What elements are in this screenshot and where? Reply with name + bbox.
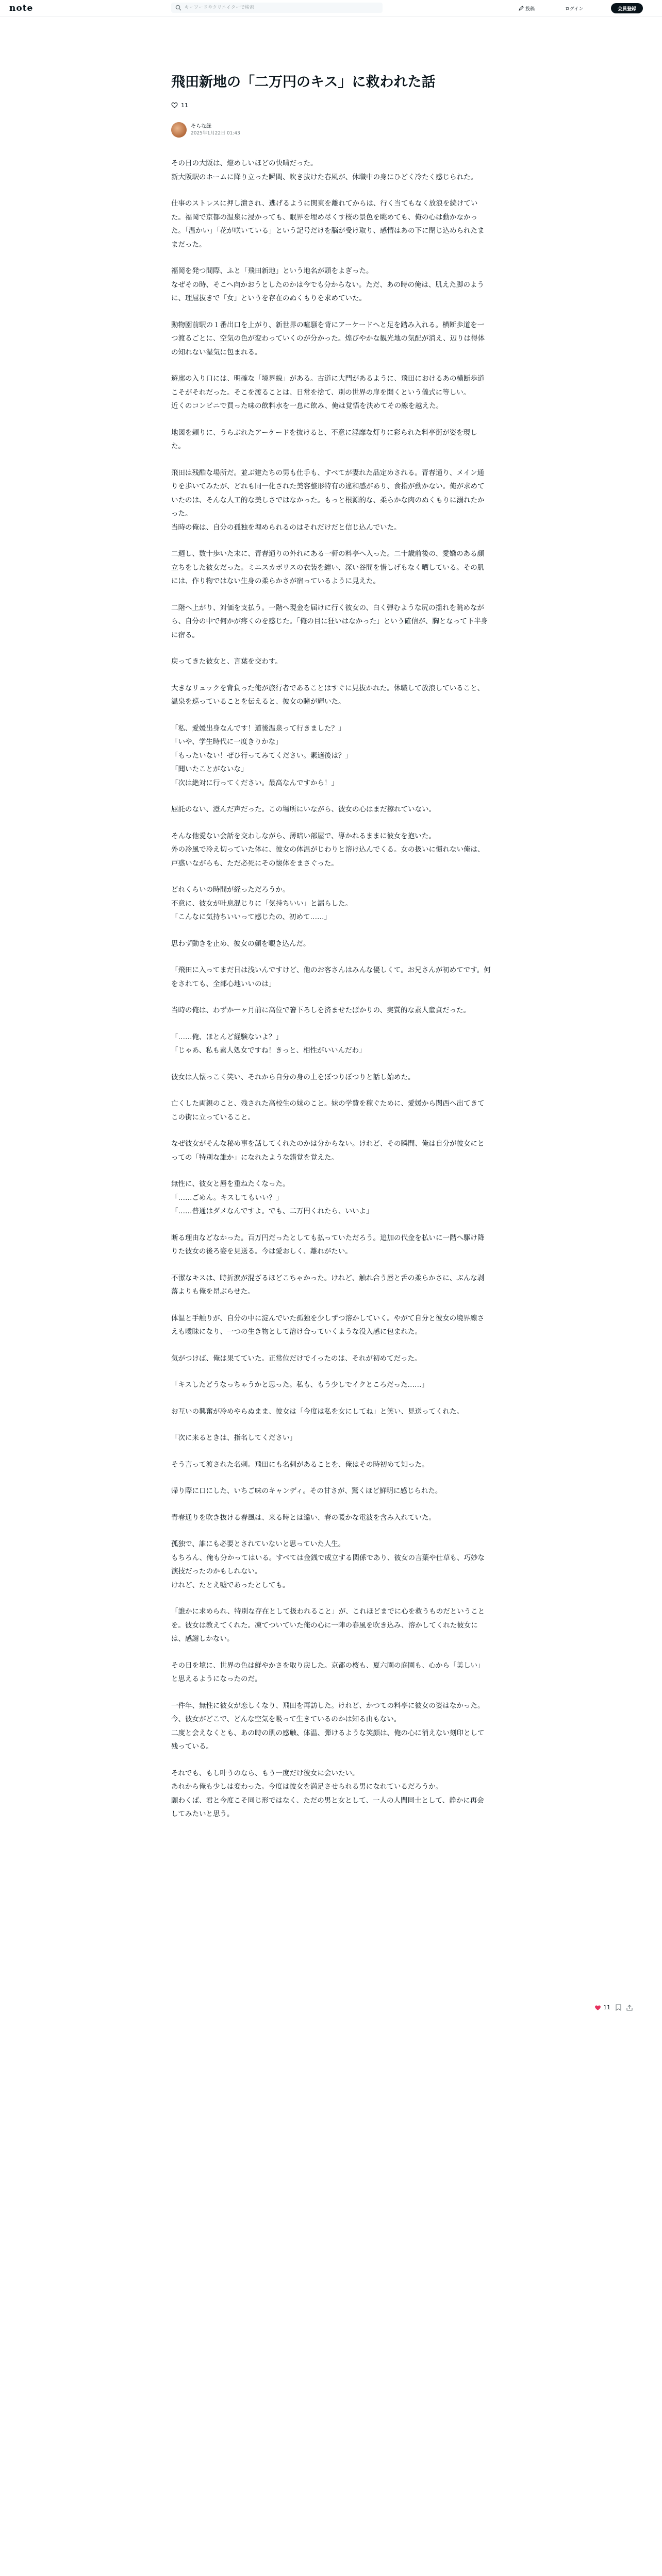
- article-paragraph: そんな他愛ない会話を交わしながら、薄暗い部屋で、導かれるままに彼女を抱いた。 外の冷風で冷え切っていた体に、彼女の体温がじわりと溶け込んでくる。女の扱いに慣れない俺は、戸惑いながらも、ただ必死にその懐体をまさぐった。: [171, 832, 485, 868]
- article-paragraph: それでも、もし叶うのなら、もう一度だけ彼女に会いたい。 あれから俺も少しは変わった。今度は彼女を満足させられる男になれているだろうか。 願わくば、君と今度こそ同じ形ではなく、ただの男と女として、一人の人間同士として、静かに再会してみたいと思う。: [171, 1769, 484, 1818]
- author-info[interactable]: [171, 121, 491, 139]
- article-paragraph: どれくらいの時間が経っただろうか。 不意に、彼女が吐息混じりに「気持ちいい」と漏らした。 「こんなに気持ちいいって感じたの、初めて……」: [171, 886, 352, 921]
- heart-icon: [171, 102, 178, 108]
- article-paragraph: 二階へ上がり、対価を支払う。一階へ現金を届けに行く彼女の、白く弾むような尻の揺れを眺めながら、自分の中で何かが疼くのを感じた。「俺の目に狂いはなかった」という確信が、胸となって下半身に宿る。: [171, 603, 488, 639]
- like-count: 11: [181, 101, 188, 109]
- post-link[interactable]: [519, 3, 535, 13]
- avatar[interactable]: [171, 122, 187, 138]
- article-paragraph: 遊廓の入り口には、明確な「境界線」がある。古道に大門があるように、飛田におけるあの横断歩道こそがそれだった。そこを渡ることは、日常を捨て、別の世界の扉を開くという儀式に等しい。 近くのコンビニで買った味の飲料水を一息に飲み、俺は覚悟を決めてその線を越えた。: [171, 375, 485, 410]
- article-paragraph: 地図を頼りに、うらぶれたアーケードを抜けると、不意に淫靡な灯りに彩られた料亭街が姿を現した。: [171, 428, 477, 450]
- article-title: 飛田新地の「二万円のキス」に救われた話: [171, 74, 436, 90]
- pen-icon: [519, 6, 524, 11]
- article-paragraph: 福岡を発つ間際、ふと「飛田新地」という地名が頭をよぎった。 なぜその時、そこへ向かおうとしたのかは今でも分からない。ただ、あの時の俺は、肌えた脚のように、理屈抜きで「女」というを存在のぬくもりを求めていた。: [171, 267, 484, 302]
- article: [171, 72, 491, 1834]
- article-paragraph: その日の大阪は、燈めしいほどの快晴だった。 新大阪駅のホームに降り立った瞬間、吹き抜けた春風が、休職中の身にひどく冷たく感じられた。: [171, 159, 477, 181]
- article-paragraph: 動物園前駅の１番出口を上がり、新世界の喧騒を背にアーケードへと足を踏み入れる。横断歩道を一つ渡るごとに、空気の色が変わっていくのが分かった。煌びやかな観光地の気配が消え、辺りは得体の知れない湿気に包まれる。: [171, 320, 485, 357]
- share-icon[interactable]: [626, 2005, 633, 2011]
- post-label: 投稿: [525, 6, 535, 12]
- author-name[interactable]: そらな緑: [191, 123, 211, 129]
- like-summary[interactable]: [171, 100, 491, 110]
- article-paragraph: 無性に、彼女と唇を重ねたくなった。 「……ごめん。キスしてもいい？」 「……普通はダメなんですよ。でも、二万円くれたら、いいよ」: [171, 1180, 373, 1215]
- article-paragraph: 「飛田に入ってまだ日は浅いんですけど、他のお客さんはみんな優しくて。お兄さんが初めてです。何をされても、全部心地いいのは」: [171, 966, 491, 988]
- article-paragraph: そう言って渡された名刺。飛田にも名刺があることを、俺はその時初めて知った。: [171, 1460, 429, 1469]
- article-paragraph: 思わず動きを止め、彼女の顔を覗き込んだ。: [171, 939, 310, 948]
- article-paragraph: 彼女は人懐っこく笑い、それから自分の身の上をぽつりぽつりと話し始めた。: [171, 1073, 415, 1081]
- article-body: [171, 157, 491, 1821]
- article-paragraph: その日を境に、世界の色は鮮やかさを取り戻した。京都の桜も、夏六園の庭園も、心から「美しい」と思えるようになったのだ。: [171, 1661, 485, 1683]
- article-paragraph: 二週し、数十歩いた末に、青春通りの外れにある一軒の料亭へ入った。二十歳前後の、愛嬌のある顔立ちをした彼女だった。ミニスカボリスの衣装を纏い、深い谷間を惜しげもなく晒している。その肌には、作り物ではない生身の柔らかさが宿っているように見えた。: [171, 550, 485, 585]
- article-paragraph: 亡くした両親のこと、残された高校生の妹のこと。妹の学費を稼ぐために、愛媛から関西へ出てきてこの街に立っていること。: [171, 1099, 485, 1122]
- article-paragraph: 気がつけば、俺は果てていた。正常位だけでイったのは、それが初めてだった。: [171, 1354, 422, 1363]
- article-paragraph: 「キスしたどうなっちゃうかと思った。私も、もう少しでイクところだった……」: [171, 1381, 428, 1389]
- article-paragraph: 不潔なキスは、時折涙が混ざるほどこちゃかった。けれど、触れ合う唇と舌の柔らかさに、ぶんな剥落よりも俺を昂ぶらせた。: [171, 1274, 485, 1296]
- article-paragraph: 断る理由などなかった。百万円だったとしても払っていただろう。追加の代金を払いに一階へ駆け降りた彼女の後ろ姿を見送る。今は愛おしく、離れがたい。: [171, 1233, 485, 1256]
- publish-date: 2025年1月22日 01:43: [191, 130, 240, 136]
- floating-like-count: 11: [603, 2004, 610, 2011]
- signup-button[interactable]: 会員登録: [611, 3, 643, 13]
- article-paragraph: 「……俺、ほとんど経験ないよ？」 「じゃあ、私も素人処女ですね！きっと、相性がいいんだわ」: [171, 1032, 366, 1055]
- article-paragraph: 青春通りを吹き抜ける春風は、来る時とは違い、春の暖かな電波を含み入れていた。: [171, 1513, 436, 1522]
- article-paragraph: 帰り際に口にした、いちご味のキャンディ。その甘さが、驚くほど鮮明に感じられた。: [171, 1487, 442, 1495]
- article-paragraph: 一件年、無性に彼女が恋しくなり、飛田を再訪した。けれど、かつての料亭に彼女の姿はなかった。 今、彼女がどこで、どんな空気を吸って生きているのかは知る由もない。 二度と会えなくとも、あの時の肌の感触、体温、弾けるような笑顔は、俺の心に消えない刻印として残っている。: [171, 1701, 485, 1751]
- article-paragraph: 戻ってきた彼女と、言葉を交わす。: [171, 657, 282, 666]
- article-paragraph: お互いの興奮が冷めやらぬまま、彼女は「今度は私を女にしてね」と笑い、見送ってくれた。: [171, 1407, 464, 1416]
- site-header: [0, 0, 662, 17]
- article-paragraph: 孤独で、誰にも必要とされていないと思っていた人生。 もちろん、俺も分かってはいる。すべては金銭で成立する関係であり、彼女の言葉や仕草も、巧妙な演技だったのかもしれない。 けれど、たとえ嘘であったとしても。: [171, 1540, 485, 1589]
- article-paragraph: 大きなリュックを背負った俺が旅行者であることはすぐに見抜かれた。休職して放浪していること、温泉を巡っていることを伝えると、彼女の瞳が輝いた。: [171, 684, 485, 706]
- article-paragraph: 当時の俺は、わずか一ヶ月前に高位で箸下ろしを済ませたばかりの、実質的な素人童貞だった。: [171, 1006, 470, 1014]
- search-input[interactable]: [185, 4, 375, 12]
- heart-icon: [594, 2005, 601, 2011]
- search-box[interactable]: [171, 3, 383, 13]
- note-logo[interactable]: note: [9, 3, 34, 13]
- bookmark-icon[interactable]: [616, 2004, 621, 2011]
- article-paragraph: 「誰かに求められ、特別な存在として扱われること」が、これほどまでに心を救うものだということを。彼女は教えてくれた。凍てついていた俺の心に一陣の春風を吹き込み、溶かしてくれた彼女には、感謝しかない。: [171, 1607, 485, 1643]
- article-paragraph: 仕事のストレスに押し潰され、逃げるように関東を離れてからは、行く当てもなく放浪を続けていた。福岡で京都の温泉に浸かっても、眠界を埋め尽くす桜の景色を眺めても、俺の心は動かなかった。「温かい」「花が咲いている」という記号だけを脳が受け取り、感情はあの下に閉じ込められたままだった。: [171, 199, 485, 249]
- search-icon: [175, 5, 181, 11]
- article-paragraph: 体温と手触りが、自分の中に淀んでいた孤独を少しずつ溶かしていく。やがて自分と彼女の境界線さえも曖昧になり、一つの生き物として溶け合っていくような没入感に包まれた。: [171, 1314, 485, 1336]
- article-paragraph: なぜ彼女がそんな秘め事を話してくれたのかは分からない。けれど、その瞬間、俺は自分が彼女にとっての「特別な誰か」になれたような錯覚を覚えた。: [171, 1140, 485, 1162]
- article-paragraph: 「私、愛媛出身なんです！道後温泉って行きました？」 「いや、学生時代に一度きりかな」 「もったいない！ぜひ行ってみてください。素適後は？」 「聞いたことがないな」 「次は絶対に行ってください。最高なんですから！」: [171, 724, 352, 787]
- floating-actions: [594, 2004, 633, 2011]
- article-paragraph: 「次に来るときは、指名してください」: [171, 1434, 296, 1442]
- article-paragraph: 飛田は残酷な場所だ。並ぶ建たちの男も仕手も、すべてが妻れた品定めされる。青春通り、メイン通りを歩いてみたが、どれも同一化された美容整形特有の違和感があり、食指が動かない。俺が求めていたのは、そんな人工的な美しさではなかった。もっと根源的な、柔らかな肉のぬくもりに溺れたかった。 当時の俺は、自分の孤独を埋められるのはそれだけだと信じ込んでいた。: [171, 468, 485, 532]
- floating-like-button[interactable]: [594, 2004, 610, 2011]
- article-paragraph: 屈託のない、澄んだ声だった。この場所にいながら、彼女の心はまだ擦れていない。: [171, 805, 436, 814]
- login-link[interactable]: ログイン: [565, 6, 584, 12]
